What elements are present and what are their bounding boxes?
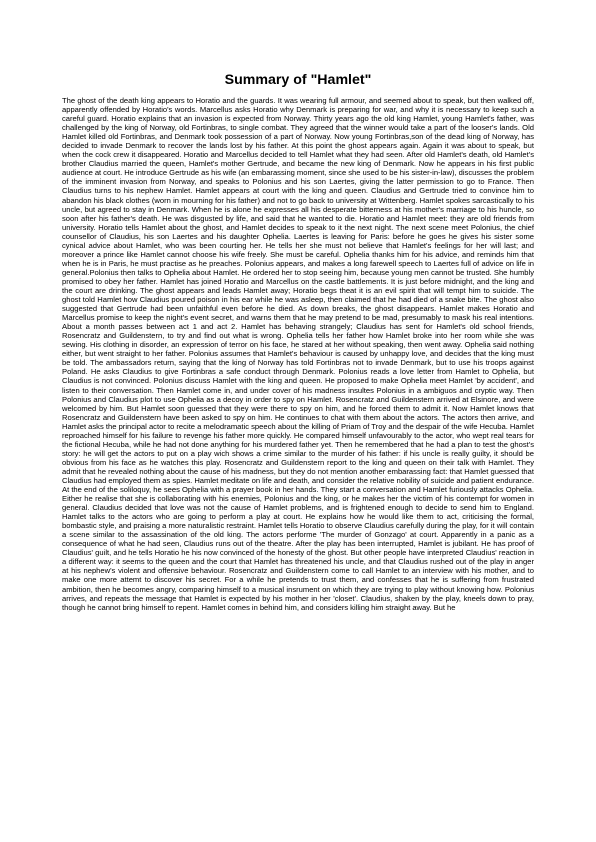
document-title: Summary of "Hamlet"	[224, 72, 372, 88]
document-body-paragraph: The ghost of the death king appears to Horatio and the guards. It was wearing full armour, and seemed about to speak, but then walked off, apparently offended by Horatio's words. Marcellus asks Horatio why Denmark is preparing for war, and why it is necessary to keep such a careful guard. Horatio explains that an invasion is expected from Norway. Thirty years ago the old king Hamlet, young Hamlet's father, was challenged by the king of Norway, old Fortinbras, to single combat. They agreed that the winner would take a part of the looser's lands. Old Hamlet killed old Fortinbras, and Denmark took possession of a part of Norway. Now young Fortinbras,son of the dead king of Norway, has decided to invade Denmark to recover the lands lost by his father. At this point the ghost appears again. Again it was about to speak, but when the cock crew it disappeared. Horatio and Marcellus decided to tell Hamlet what they had seen. After old Hamlet's death, old Hamlet's brother Claudius married the queen, Hamlet's mother Gertrude, and became the new king of Denmark. Now he appears in his first public audience at court. He introduce Gertrude as his wife (an embarassing moment, since she used to be his sister-in-law), discusses the problem of the imminent invasion from Norway, and speaks to Polonius and his son Laertes, giving the latter permission to go to France. Then Claudius turns to his nephew Hamlet. Hamlet appears at court with the king and queen. Claudius and Gertrude tried to convince him to abandon his black clothes (worn in mourning for his father) and not to go back to university at Wittenberg. Hamlet spokes sarcastically to his uncle, but agreed to stay in Denmark. When he is alone he expresses all his desperate bitterness at his mother's marriage to his huncle, so soon after his father's death. He was disgusted by life, and said that he wanted to die. Horatio and Hamlet meet: they are old friends from university. Horatio tells Hamlet about the ghost, and Hamlet decides to speak to it the next night. The next scene meet Polonius, the chief counsellor of Claudius, his son Laertes and his daughter Ophelia. Laertes is leaving for Paris: before he goes he gives his sister some cynical advice about Hamlet, who was been courting her. He tells her she must not believe that Hamlet's feelings for her will last; and moreover a prince like Hamlet cannot choose his wife freely. She must be careful. Ophelia thanks him for his advice, and reminds him that when he is in Paris, he must practise as he preaches. Polonius appears, and makes a long farewell speech to Laertes full of advice on life in general.Polonius then talks to Ophelia about Hamlet. He ordered her to stop seeing him, because young men cannot be trusted. She humbly promised to obey her father. Hamlet has joined Horatio and Marcellus on the castle battlements. It is just before midnight, and the king and the court are drinking. The ghost appears and leads Hamlet away; Horatio begs theat it is an evil spirit that will tempt him to suicide. The ghost told Hamlet how Claudius poured poison in his ear while he was asleep, then claimed that he had died of a snake bite. The ghost also suggested that Gertrude had been unfaithful even before he died. As down breaks, the ghost disappears. Hamlet makes Horatio and Marcellus promise to keep the night's event secret, and warns them that he may pretend to be mad, presumably to mask his real intentions. About a month passes between act 1 and act 2. Hamlet has behaving strangely; Claudius has sent for Hamlet's old school friends, Rosencratz and Guildenstern, to try and find out what is wrong. Ophelia tells her father how Hamlet broke into her room while she was sewing. His clothing in disorder, an expression of terror on his face, he stared at her without speaking, then went away. Ophelia said nothing either, but went straight to her father. Polonius assumes that Hamlet's behaviour is caused by unhappy love, and decides that the king must be told. The ambassadors return, saying that the king of Norway has told Fortinbras not to invade Denmark, but to use his troops against Poland. He asks Claudius to give Fortinbras a safe conduct through Denmark. Polonius reads a love letter from Hamlet to Ophelia, but Claudius is not convinced. Polonius discuss Hamlet with the king and queen. He proposed to make Ophelia meet Hamlet 'by accident', and listen to their conversation. Then Hamlet come in, and under cover of his madness insultes Polonius in a ambiguos and cryptic way. Then Polonius and Claudius plot to use Ophelia as a decoy in order to spy on Hamlet. Rosencratz and Guildenstern arrived at Elsinore, and were welcomed by him. But Hamlet soon guessed that they were there to spy on him, and he forced them to admit it. Now Hamlet knows that Rosencratz and Guildenstern have been asked to spy on him. He continues to chat with them about the actors. The actors then arrive, and Hamlet asks the principal actor to recite a melodramatic speech about the killing of Priam of Troy and the despair of the wife Hecuba. Hamlet reproached himself for his failure to revenge his father more quickly. He compared himself unfavourably to the actor, who wept real tears for the fictional Hecuba, while he had not done anything for his murdered father yet. Then he remembered that he had a plan to test the ghost's story: he will get the actors to put on a play wich shows a crime similar to the murder of his father: if his uncle is really guilty, it should be obvious from his face as he watches this play. Rosencratz and Guildenstern report to the king and queen on their talk with Hamlet. They admit that he revealed nothing about the cause of his madness, but they do not mention another embarassing fact: that Hamlet guessed that Claudius had employed them as spies. Hamlet meditate on life and death, and consider the relative nobility of suicide and patient endurance. At the end of the soliloquy, he sees Ophelia with a prayer book in her hands. They start a conversation and Hamlet furiously attacks Ophelia. Either he realise that she is collaborating with his enemies, Polonius and the king, or he makes her the victim of his contempt for women in general. Claudius decided that love was not the cause of Hamlet problems, and is frightened enough to decide to send him to England. Hamlet talks to the actors who are going to perform a play at court. He explains how he would like them to act, criticising the formal, bombastic style, and praising a more naturalistic restraint. Hamlet tells Horatio to observe Claudius carefully during the play, for it will contain a scene similar to the assassination of the old king. The actors performe 'The murder of Gonzago' at court. Apparently in a panic as a consequence of what he had seen, Claudius runs out of the theatre. After the play has been interrupted, Hamlet is jubilant. He has proof of Claudius' guilt, and he tells Horatio he his now convinced of the honesty of the ghost. But other people have interpreted Claudius' reaction in a different way: it seems to the queen and the court that Hamlet has threatened his uncle, and that Claudius rushed out of the play in anger at his nephew's violent and offensive behaviour. Rosencratz and Guildenstern come to call Hamlet to an interview with his mother, and to make one more attemt to discover his secret. For a while he pretends to trust them, and confesses that he is suffering from frustrated ambition, then he becomes angry, comparing himself to a musical insrument on which they are trying to play without knowing how. Polonius arrives, and repeats the message that Hamlet is expected by his mother in her 'closet'. Claudius, shaken by the play, kneels down to pray, though he cannot bring himself to repent. Hamlet comes in behind him, and considers killing him straight away. But he	[62, 96, 534, 612]
